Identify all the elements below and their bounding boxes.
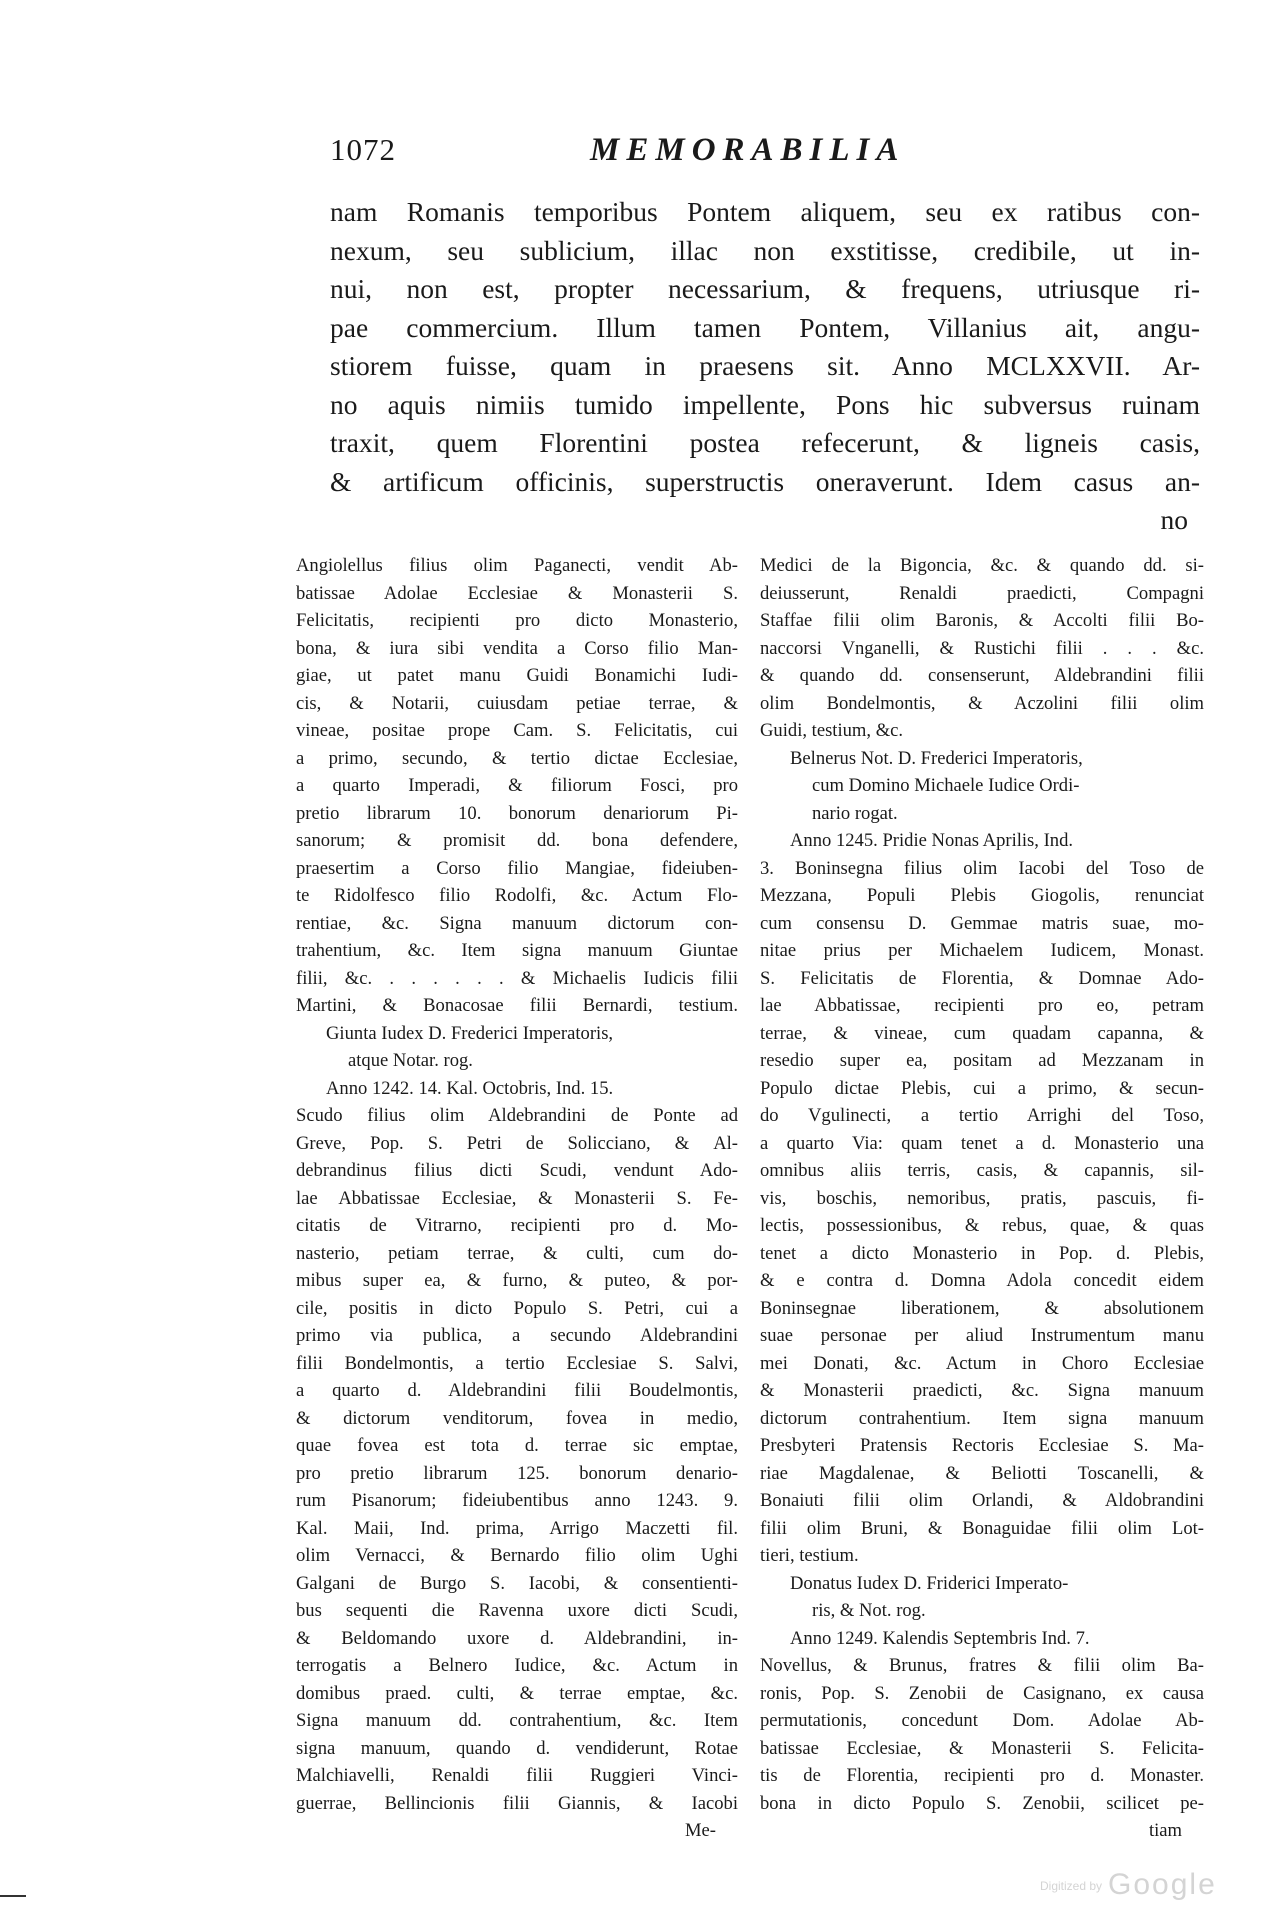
right-column-line: Anno 1249. Kalendis Septembris Ind. 7. [790,1627,1090,1649]
left-column-line: primo via publica, a secundo Aldebrandini [296,1325,738,1346]
right-column [760,552,1204,1845]
right-column-line: vis, boschis, nemoribus, pratis, pascuis, fi- [760,1187,1204,1209]
left-column-line: cis, & Notarii, cuiusdam petiae terrae, & [296,692,738,714]
left-column-line: mibus super ea, & furno, & puteo, & por- [296,1270,738,1291]
left-column-line: atque Notar. rog. [348,1050,473,1071]
left-column-line: sanorum; & promisit dd. bona defendere, [296,830,738,851]
right-column-line: terrae, & vineae, cum quadam capanna, & [760,1022,1204,1044]
main-catchword: no [1160,504,1188,535]
left-column-line: Scudo filius olim Aldebrandini de Ponte ad [296,1105,738,1126]
left-column-catchword: Me- [685,1820,716,1841]
left-column-line: batissae Adolae Ecclesiae & Monasterii S. [296,582,738,604]
right-column-line: Bonaiuti filii olim Orlandi, & Aldobrandini [760,1490,1204,1511]
right-column-line: Staffae filii olim Baronis, & Accolti filii Bo- [760,610,1204,631]
main-text-line: pae commercium. Illum tamen Pontem, Villanius ait, angu- [330,311,1200,343]
right-column-line: Guidi, testium, &c. [760,720,904,741]
right-column-line: permutationis, concedunt Dom. Adolae Ab- [760,1710,1204,1731]
left-column-line: Felicitatis, recipienti pro dicto Monasterio, [296,610,738,631]
left-column-line: terrogatis a Belnero Iudice, &c. Actum in [296,1655,738,1676]
main-text-line: nam Romanis temporibus Pontem aliquem, seu ex ratibus con- [330,196,1200,227]
main-text-line: nui, non est, propter necessarium, & frequens, utriusque ri- [330,273,1200,304]
right-column-line: nitae prius per Michaelem Iudicem, Monast. [760,940,1204,961]
right-column-line: Mezzana, Populi Plebis Giogolis, renunciat [760,885,1204,906]
right-column-line: lae Abbatissae, recipienti pro eo, petram [760,995,1204,1016]
main-paragraph [330,193,1200,540]
right-column-line: & Monasterii praedicti, &c. Signa manuum [760,1380,1204,1401]
watermark-brand: Google [1108,1868,1217,1901]
digitization-watermark [1040,1868,1217,1902]
right-column-line: Anno 1245. Pridie Nonas Aprilis, Ind. [790,830,1074,851]
left-column-line: & dictorum venditorum, fovea in medio, [296,1407,738,1429]
watermark-prefix: Digitized by [1040,1879,1103,1894]
left-column [296,552,738,1845]
right-column-line: Presbyteri Pratensis Rectoris Ecclesiae S. Ma- [760,1435,1204,1456]
left-column-line: Kal. Maii, Ind. prima, Arrigo Maczetti fil. [296,1517,738,1539]
left-column-line: a primo, secundo, & tertio dictae Ecclesiae, [296,747,738,769]
left-column-line: signa manuum, quando d. vendiderunt, Rotae [296,1737,738,1759]
left-column-line: pretio librarum 10. bonorum denariorum Pi- [296,802,738,824]
left-column-line: vineae, positae prope Cam. S. Felicitatis, cui [296,720,738,741]
left-column-line: Galgani de Burgo S. Iacobi, & consentienti- [296,1572,738,1594]
right-column-line: nario rogat. [812,802,898,824]
page-number: 1072 [330,132,396,167]
left-column-line: & Beldomando uxore d. Aldebrandini, in- [296,1627,738,1649]
right-column-line: a quarto Via: quam tenet a d. Monasterio una [760,1132,1204,1154]
right-column-catchword: tiam [1148,1820,1182,1841]
right-column-line: deiusserunt, Renaldi praedicti, Compagni [760,582,1204,604]
main-text-line: & artificum officinis, superstructis oneraverunt. Idem casus an- [330,465,1200,497]
left-column-line: giae, ut patet manu Guidi Bonamichi Iudi- [296,665,738,686]
left-column-line: pro pretio librarum 125. bonorum denario- [296,1462,738,1484]
right-column-line: suae personae per aliud Instrumentum manu [760,1325,1204,1346]
left-column-line: guerrae, Bellincionis filii Giannis, & Iacobi [296,1792,738,1814]
right-column-line: cum consensu D. Gemmae matris suae, mo- [760,912,1204,934]
right-column-line: Belnerus Not. D. Frederici Imperatoris, [790,747,1083,769]
main-text-line: no aquis nimiis tumido impellente, Pons hic subversus ruinam [330,388,1200,420]
running-title: MEMORABILIA [590,132,906,168]
right-column-line: tenet a dicto Monasterio in Pop. d. Plebis, [760,1242,1204,1264]
right-column-line: 3. Boninsegna filius olim Iacobi del Toso de [760,857,1204,879]
right-column-line: & quando dd. consenserunt, Aldebrandini filii [760,665,1204,686]
left-column-line: citatis de Vitrarno, recipienti pro d. Mo- [296,1215,738,1236]
left-column-line: filii Bondelmontis, a tertio Ecclesiae S. Salvi, [296,1352,738,1374]
main-text-line: stiorem fuisse, quam in praesens sit. Anno MCLXXVII. Ar- [330,350,1200,381]
left-column-line: bus sequenti die Ravenna uxore dicti Scudi, [296,1600,738,1621]
right-column-line: & e contra d. Domna Adola concedit eidem [760,1270,1204,1291]
left-column-line: trahentium, &c. Item signa manuum Giuntae [296,940,738,961]
right-column-line: lectis, possessionibus, & rebus, quae, & quas [760,1215,1204,1236]
left-column-line: Angiolellus filius olim Paganecti, vendit Ab- [296,555,738,576]
left-column-line: rum Pisanorum; fideiubentibus anno 1243. 9. [296,1490,738,1511]
left-column-line: filii, &c. . . . . . . & Michaelis Iudicis filii [296,967,738,989]
right-column-line: Donatus Iudex D. Friderici Imperato- [790,1572,1069,1594]
left-column-line: rentiae, &c. Signa manuum dictorum con- [296,912,738,934]
right-column-line: dictorum contrahentium. Item signa manuum [760,1407,1204,1429]
right-column-line: omnibus aliis terris, casis, & capannis, sil- [760,1160,1204,1181]
left-column-line: Anno 1242. 14. Kal. Octobris, Ind. 15. [326,1077,614,1099]
right-column-line: ronis, Pop. S. Zenobii de Casignano, ex causa [760,1682,1204,1704]
right-column-line: Boninsegnae liberationem, & absolutionem [760,1297,1204,1319]
right-column-line: batissae Ecclesiae, & Monasterii S. Felicita- [760,1737,1204,1759]
right-column-line: tis de Florentia, recipienti pro d. Monaster. [760,1765,1204,1786]
left-column-line: domibus praed. culti, & terrae emptae, &c. [296,1682,738,1704]
left-column-line: bona, & iura sibi vendita a Corso filio Man- [296,637,738,659]
left-column-line: te Ridolfesco filio Rodolfi, &c. Actum Flo- [296,885,738,906]
left-column-line: nasterio, petiam terrae, & culti, cum do- [296,1242,738,1264]
left-column-line: olim Vernacci, & Bernardo filio olim Ughi [296,1545,738,1566]
right-column-line: riae Magdalenae, & Beliotti Toscanelli, & [760,1462,1204,1484]
left-column-line: quae fovea est tota d. terrae sic emptae, [296,1435,738,1456]
left-column-line: Martini, & Bonacosae filii Bernardi, testium. [296,995,738,1016]
right-column-line: Novellus, & Brunus, fratres & filii olim Ba- [760,1655,1204,1676]
right-column-line: cum Domino Michaele Iudice Ordi- [812,775,1080,796]
right-column-line: olim Bondelmontis, & Aczolini filii olim [760,692,1204,714]
main-text-line: nexum, seu sublicium, illac non exstitisse, credibile, ut in- [330,234,1200,266]
right-column-line: Populo dictae Plebis, cui a primo, & secun- [760,1077,1204,1099]
left-column-line: lae Abbatissae Ecclesiae, & Monasterii S. Fe- [296,1187,738,1209]
page-edge-mark [0,1895,26,1897]
right-column-line: naccorsi Vnganelli, & Rustichi filii . . . &c. [760,637,1204,659]
left-column-line: a quarto Imperadi, & filiorum Fosci, pro [296,775,738,796]
right-column-line: mei Donati, &c. Actum in Choro Ecclesiae [760,1352,1204,1374]
left-column-line: praesertim a Corso filio Mangiae, fideiuben- [296,857,738,879]
left-column-line: debrandinus filius dicti Scudi, vendunt Ado- [296,1160,738,1181]
left-column-line: Greve, Pop. S. Petri de Soliccianо, & Al- [296,1132,738,1154]
right-column-line: resedio super ea, positam ad Mezzanam in [760,1050,1204,1071]
right-column-line: bona in dicto Populo S. Zenobii, scilicet pe- [760,1792,1204,1814]
right-column-line: S. Felicitatis de Florentia, & Domnae Ado- [760,967,1204,989]
left-column-line: Malchiavelli, Renaldi filii Ruggieri Vinci- [296,1765,738,1786]
right-column-line: tieri, testium. [760,1545,859,1566]
main-text-line: traxit, quem Florentini postea refecerunt, & ligneis casis, [330,427,1200,458]
left-column-line: Signa manuum dd. contrahentium, &c. Item [296,1710,738,1731]
right-column-line: do Vgulinecti, a tertio Arrighi del Toso, [760,1105,1204,1126]
left-column-line: cile, positis in dicto Populo S. Petri, cui a [296,1297,738,1319]
left-column-line: a quarto d. Aldebrandini filii Boudelmontis, [296,1380,738,1401]
right-column-line: Medici de la Bigoncia, &c. & quando dd. si- [760,555,1204,576]
left-column-line: Giunta Iudex D. Frederici Imperatoris, [326,1022,614,1044]
page-header [330,132,970,176]
right-column-line: filii olim Bruni, & Bonaguidae filii olim Lot- [760,1517,1204,1539]
right-column-line: ris, & Not. rog. [812,1600,926,1621]
